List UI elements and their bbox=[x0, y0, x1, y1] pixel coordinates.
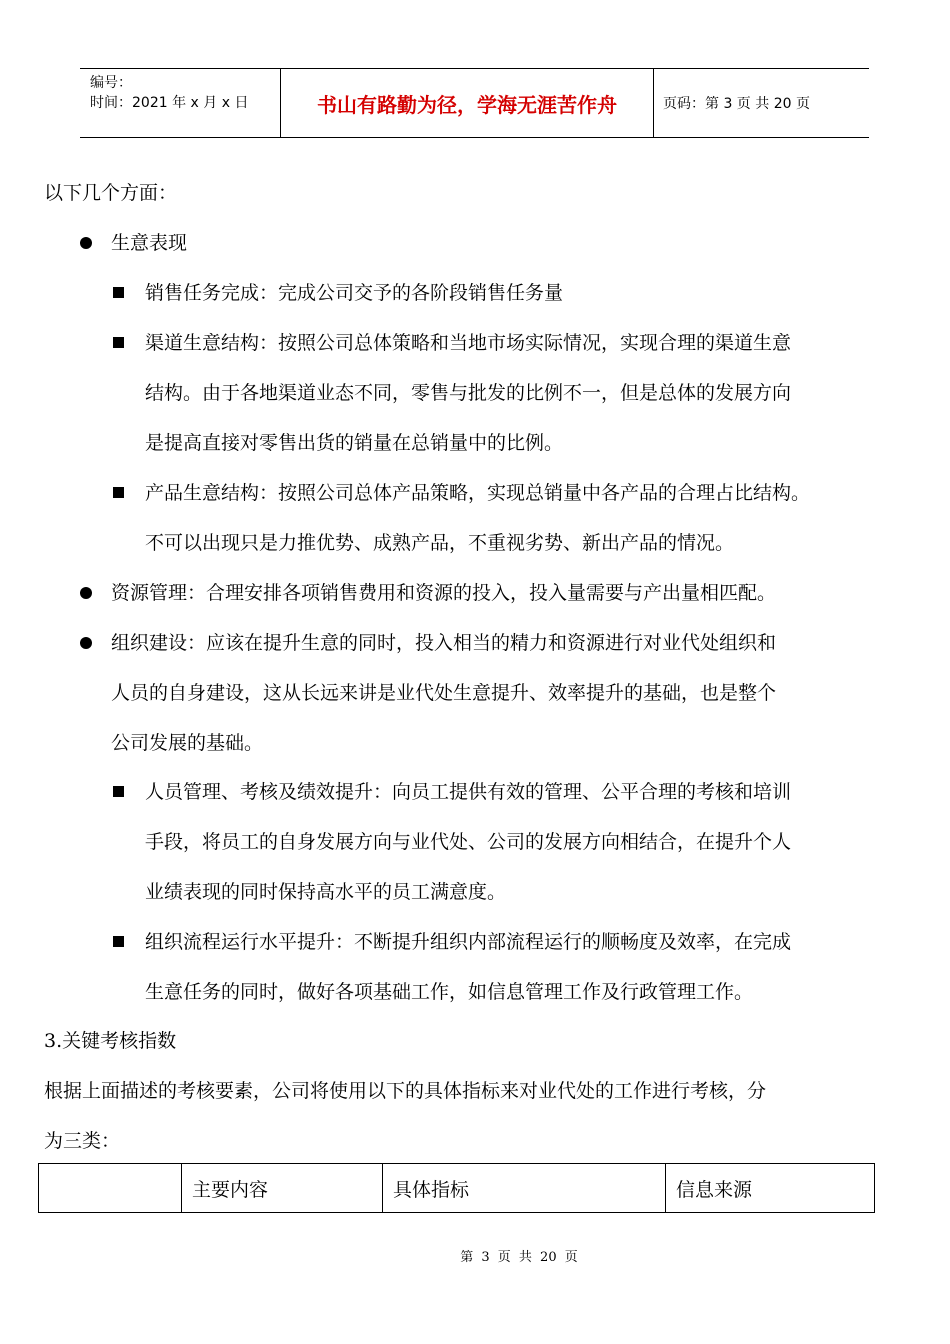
sub-process-line1: 组织流程运行水平提升：不断提升组织内部流程运行的顺畅度及效率，在完成 bbox=[145, 931, 792, 953]
bullet-dot bbox=[80, 637, 92, 649]
bullet-org-building-line1: 组织建设：应该在提升生意的同时，投入相当的精力和资源进行对业代处组织和 bbox=[111, 632, 777, 654]
sub-product-structure-line2: 不可以出现只是力推优势、成熟产品，不重视劣势、新出产品的情况。 bbox=[145, 532, 735, 554]
sub-channel-structure-line1: 渠道生意结构：按照公司总体策略和当地市场实际情况，实现合理的渠道生意 bbox=[145, 332, 792, 354]
table-header-cell: 具体指标 bbox=[383, 1164, 666, 1212]
paragraph-line2: 为三类： bbox=[44, 1130, 121, 1152]
table-header-cell: 主要内容 bbox=[182, 1164, 383, 1212]
sub-staff-management-line2: 手段，将员工的自身发展方向与业代处、公司的发展方向相结合，在提升个人 bbox=[145, 831, 792, 853]
section-heading: 3.关键考核指数 bbox=[44, 1030, 177, 1052]
kpi-table bbox=[38, 1163, 875, 1213]
intro-line: 以下几个方面： bbox=[44, 182, 178, 204]
header-page-code: 页码：第 3 页 共 20 页 bbox=[663, 96, 810, 112]
sub-staff-management-line1: 人员管理、考核及绩效提升：向员工提供有效的管理、公平合理的考核和培训 bbox=[145, 781, 792, 803]
bullet-org-building-line3: 公司发展的基础。 bbox=[111, 732, 264, 754]
bullet-resource-management: 资源管理：合理安排各项销售费用和资源的投入，投入量需要与产出量相匹配。 bbox=[111, 582, 777, 604]
document-header bbox=[80, 68, 869, 138]
sub-channel-structure-line2: 结构。由于各地渠道业态不同，零售与批发的比例不一，但是总体的发展方向 bbox=[145, 382, 792, 404]
header-meta bbox=[80, 69, 281, 137]
number-label: 编号： bbox=[90, 75, 132, 91]
header-motto: 书山有路勤为径，学海无涯苦作舟 bbox=[281, 69, 654, 137]
bullet-dot bbox=[80, 587, 92, 599]
table-header-cell: 信息来源 bbox=[676, 1178, 753, 1201]
bullet-org-building-line2: 人员的自身建设，这从长远来讲是业代处生意提升、效率提升的基础，也是整个 bbox=[111, 682, 777, 704]
sub-process-line2: 生意任务的同时，做好各项基础工作，如信息管理工作及行政管理工作。 bbox=[145, 981, 754, 1003]
time-label: 时间：2021 年 x 月 x 日 bbox=[90, 95, 249, 111]
page-footer: 第 3 页 共 20 页 bbox=[460, 1250, 578, 1265]
table-header-cell bbox=[39, 1164, 182, 1212]
bullet-square bbox=[113, 936, 124, 947]
bullet-square bbox=[113, 337, 124, 348]
sub-product-structure-line1: 产品生意结构：按照公司总体产品策略，实现总销量中各产品的合理占比结构。 bbox=[145, 482, 811, 504]
sub-staff-management-line3: 业绩表现的同时保持高水平的员工满意度。 bbox=[145, 881, 507, 903]
bullet-square bbox=[113, 786, 124, 797]
bullet-square bbox=[113, 487, 124, 498]
sub-channel-structure-line3: 是提高直接对零售出货的销量在总销量中的比例。 bbox=[145, 432, 564, 454]
bullet-dot bbox=[80, 237, 92, 249]
sub-sales-task: 销售任务完成：完成公司交予的各阶段销售任务量 bbox=[145, 282, 564, 304]
paragraph-line1: 根据上面描述的考核要素，公司将使用以下的具体指标来对业代处的工作进行考核，分 bbox=[44, 1080, 767, 1102]
bullet-square bbox=[113, 287, 124, 298]
bullet-business-performance: 生意表现 bbox=[111, 232, 188, 254]
